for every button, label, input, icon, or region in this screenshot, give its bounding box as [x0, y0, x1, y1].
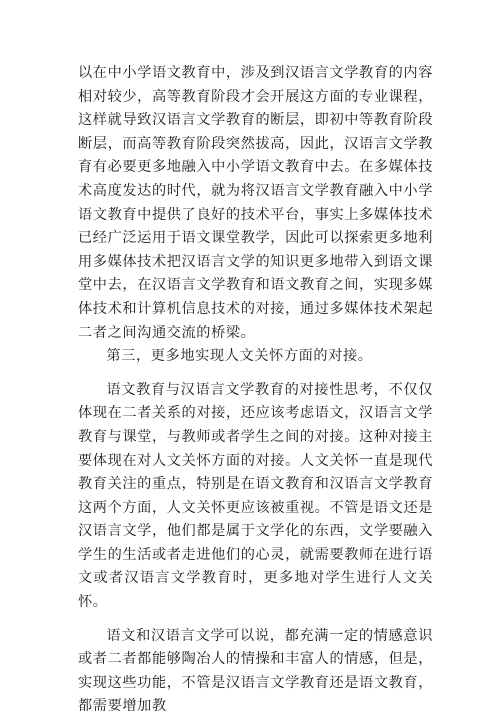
document-body: [78, 62, 433, 719]
paragraph-heading-third: 第三，更多地实现人文关怀方面的对接。: [106, 348, 373, 365]
paragraph-continuation: 以在中小学语文教育中，涉及到汉语言文学教育的内容相对较少，高等教育阶段才会开展这方面的专业课程，这样就导致汉语言文学教育的断层，即初中等教育阶段断层，而高等教育阶段突然拔高，因此，汉语言文学教育有必要更多地融入中小学语文教育中去。在多媒体技术高度发达的时代，就为将汉语言文学教育融入中小学语文教育中提供了良好的技术平台，事实上多媒体技术已经广泛运用于语文课堂教学，因此可以探索更多地利用多媒体技术把汉语言文学的知识更多地带入到语文课堂中去，在汉语言文学教育和语文教育之间，实现多媒体技术和计算机信息技术的对接，通过多媒体技术架起二者之间沟通交流的桥梁。: [78, 65, 433, 341]
paragraph-humanistic-care: 语文教育与汉语言文学教育的对接性思考，不仅仅体现在二者关系的对接，还应该考虑语文，汉语言文学教育与课堂，与教师或者学生之间的对接。这种对接主要体现在对人文关怀方面的对接。人文关怀一直是现代教育关注的重点，特别是在语文教育和汉语言文学教育这两个方面，人文关怀更应该被重视。不管是语文还是汉语言文学，他们都是属于文学化的东西，文学要融入学生的生活或者走进他们的心灵，就需要教师在进行语文或者汉语言文学教育时，更多地对学生进行人文关怀。: [78, 381, 433, 611]
paragraph-emotion: 语文和汉语言文学可以说，都充满一定的情感意识或者二者都能够陶冶人的情操和丰富人的情感，但是，实现这些功能，不管是汉语言文学教育还是语文教育，都需要增加教: [78, 627, 433, 715]
